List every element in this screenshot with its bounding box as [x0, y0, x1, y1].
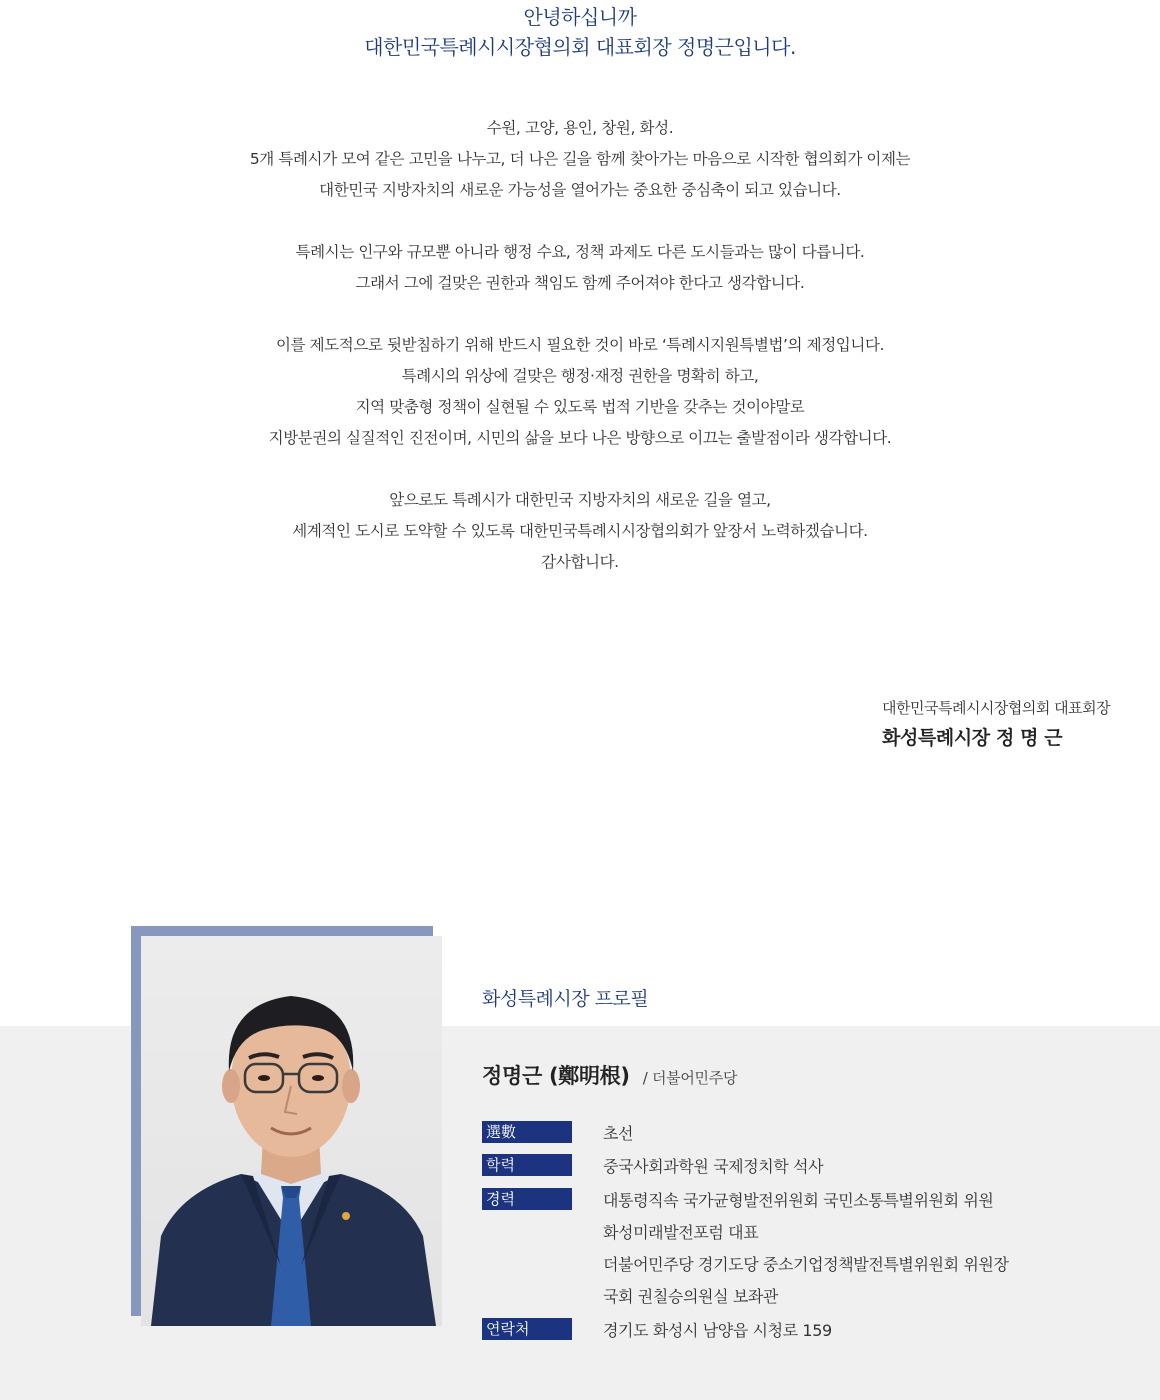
message-line: 세계적인 도시로 도약할 수 있도록 대한민국특례시시장협의회가 앞장서 노력하겠습니다. [292, 522, 868, 540]
info-value: 대통령직속 국가균형발전위원회 국민소통특별위원회 위원 [603, 1191, 994, 1210]
greeting-line-1: 안녕하십니까 [523, 5, 637, 29]
signature [882, 694, 1157, 754]
signature-name: 화성특례시장 정 명 근 [882, 727, 1063, 749]
info-label: 연락처 [482, 1318, 572, 1340]
info-value: 경기도 화성시 남양읍 시청로 159 [603, 1321, 832, 1340]
info-value: 국회 권칠승의원실 보좌관 [603, 1287, 778, 1306]
message-line: 수원, 고양, 용인, 창원, 화성. [486, 119, 674, 137]
message-line: 지방분권의 실질적인 진전이며, 시민의 삶을 보다 나은 방향으로 이끄는 출발점이라 생각합니다. [268, 429, 892, 447]
message-line: 5개 특례시가 모여 같은 고민을 나누고, 더 나은 길을 함께 찾아가는 마음으로 시작한 협의회가 이제는 [249, 150, 911, 168]
info-values [603, 1185, 1123, 1313]
info-value: 중국사회과학원 국제정치학 석사 [603, 1157, 824, 1176]
message-line: 그래서 그에 걸맞은 권한과 책임도 함께 주어져야 한다고 생각합니다. [355, 274, 805, 292]
person-party: / 더불어민주당 [642, 1069, 738, 1087]
person-name: 정명근 (鄭明根) [482, 1064, 630, 1088]
paragraph-gap [0, 206, 1160, 237]
message-line: 특례시는 인구와 규모뿐 아니라 행정 수요, 정책 과제도 다른 도시들과는 많이 다릅니다. [295, 243, 865, 261]
message-line: 이를 제도적으로 뒷받침하기 위해 반드시 필요한 것이 바로 ‘특례시지원특별법’의 제정입니다. [275, 336, 885, 354]
message-line: 대한민국 지방자치의 새로운 가능성을 열어가는 중요한 중심축이 되고 있습니다. [319, 181, 841, 199]
message-line: 감사합니다. [541, 553, 619, 571]
info-value: 초선 [603, 1124, 634, 1143]
signature-title: 대한민국특례시시장협의회 대표회장 [882, 699, 1111, 717]
greeting-line-2: 대한민국특례시시장협의회 대표회장 정명근입니다. [364, 35, 796, 59]
person-name-line [482, 1060, 737, 1090]
paragraph-gap [0, 299, 1160, 330]
info-values [603, 1315, 1123, 1347]
message-line: 앞으로도 특례시가 대한민국 지방자치의 새로운 길을 열고, [389, 491, 771, 509]
info-values [603, 1151, 1123, 1183]
profile-heading: 화성특례시장 프로필 [482, 988, 649, 1010]
message-body [0, 113, 1160, 578]
paragraph-gap [0, 454, 1160, 485]
info-values [603, 1118, 1123, 1150]
message-line: 특례시의 위상에 걸맞은 행정·재정 권한을 명확히 하고, [401, 367, 759, 385]
greeting [0, 2, 1160, 62]
info-label: 경력 [482, 1188, 572, 1210]
message-line: 지역 맞춤형 정책이 실현될 수 있도록 법적 기반을 갖추는 것이야말로 [355, 398, 805, 416]
portrait-illustration [141, 936, 442, 1326]
info-value: 더불어민주당 경기도당 중소기업정책발전특별위원회 위원장 [603, 1255, 1009, 1274]
info-label: 학력 [482, 1154, 572, 1176]
mayor-portrait [141, 936, 442, 1326]
info-label: 選數 [482, 1121, 572, 1143]
info-value: 화성미래발전포럼 대표 [603, 1223, 759, 1242]
